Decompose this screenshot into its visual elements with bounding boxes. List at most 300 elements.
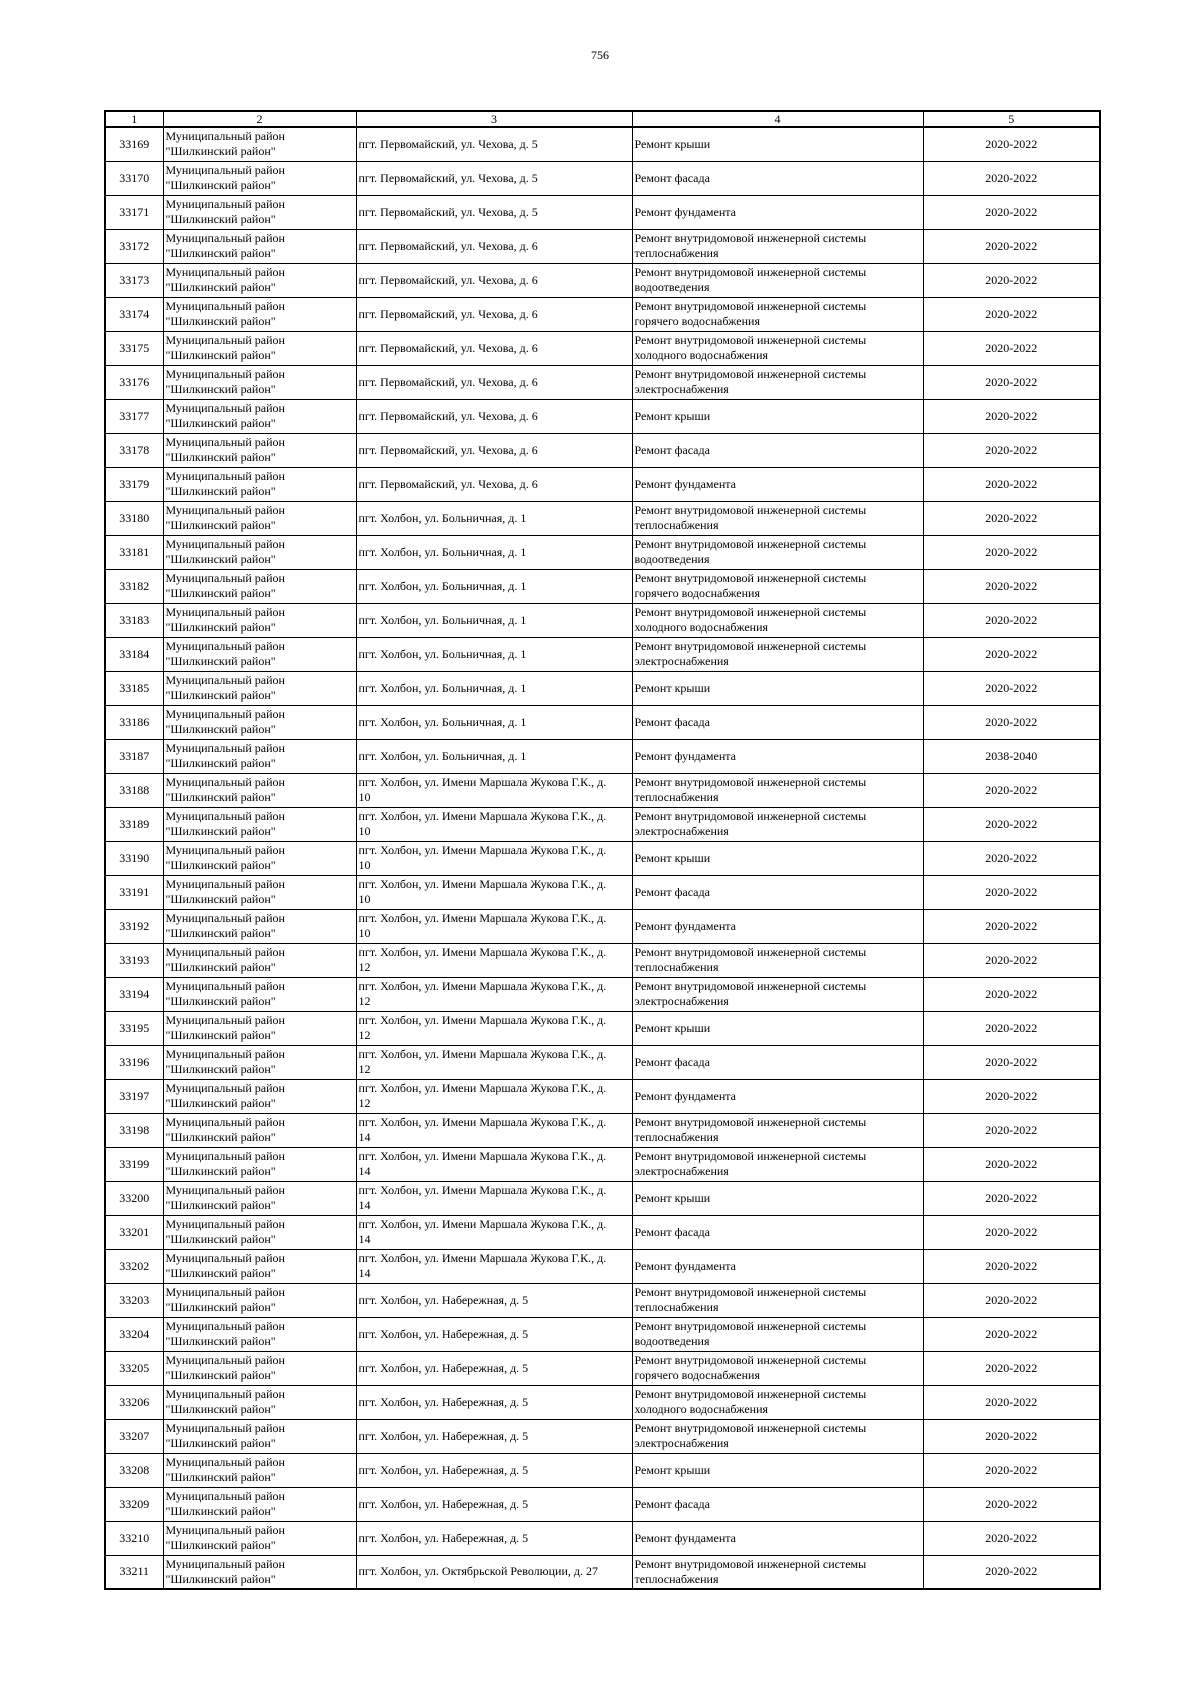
municipality-line: "Шилкинский район" [165, 1062, 276, 1076]
municipality-cell [163, 1079, 356, 1113]
table-row [105, 195, 1100, 229]
work-type-line: электроснабжения [634, 382, 729, 396]
work-type-line: Ремонт внутридомовой инженерной системы [634, 571, 867, 585]
address-line: пгт. Холбон, ул. Больничная, д. 1 [358, 680, 527, 695]
table-row [105, 637, 1100, 671]
table-row [105, 943, 1100, 977]
address-cell [356, 1521, 632, 1555]
work-type-cell [632, 807, 923, 841]
address-line: пгт. Первомайский, ул. Чехова, д. 5 [358, 170, 538, 185]
municipality-line: Муниципальный район [165, 1489, 285, 1503]
table-row [105, 1181, 1100, 1215]
address-line: пгт. Холбон, ул. Больничная, д. 1 [358, 714, 527, 729]
address-cell [356, 467, 632, 501]
row-number-cell: 33183 [105, 603, 163, 637]
address-cell [356, 1249, 632, 1283]
address-line: пгт. Холбон, ул. Больничная, д. 1 [358, 510, 527, 525]
work-type-line: холодного водоснабжения [634, 1402, 769, 1416]
municipality-line: "Шилкинский район" [165, 280, 276, 294]
work-type-cell [632, 331, 923, 365]
municipality-line: Муниципальный район [165, 605, 285, 619]
work-type-line: Ремонт фундамента [634, 476, 736, 491]
work-type-cell [632, 603, 923, 637]
address-cell [356, 535, 632, 569]
row-number-cell: 33186 [105, 705, 163, 739]
address-line: пгт. Холбон, ул. Имени Маршала Жукова Г.К., д. [358, 775, 607, 789]
period-cell: 2020-2022 [923, 1249, 1100, 1283]
municipality-cell [163, 1317, 356, 1351]
table-row [105, 331, 1100, 365]
municipality-line: Муниципальный район [165, 435, 285, 449]
address-cell [356, 1147, 632, 1181]
address-line: пгт. Холбон, ул. Набережная, д. 5 [358, 1292, 529, 1307]
work-type-cell [632, 1249, 923, 1283]
work-type-cell [632, 297, 923, 331]
municipality-line: "Шилкинский район" [165, 212, 276, 226]
work-type-cell [632, 263, 923, 297]
municipality-cell [163, 127, 356, 161]
period-cell: 2020-2022 [923, 637, 1100, 671]
row-number-cell: 33191 [105, 875, 163, 909]
work-type-line: электроснабжения [634, 1436, 729, 1450]
municipality-cell [163, 229, 356, 263]
work-type-cell [632, 1147, 923, 1181]
address-line: 10 [358, 858, 371, 872]
work-type-line: теплоснабжения [634, 1130, 719, 1144]
work-type-line: Ремонт фасада [634, 1496, 710, 1511]
work-type-cell [632, 1419, 923, 1453]
period-cell: 2020-2022 [923, 1181, 1100, 1215]
municipality-line: "Шилкинский район" [165, 314, 276, 328]
municipality-cell [163, 1385, 356, 1419]
period-cell: 2020-2022 [923, 501, 1100, 535]
municipality-line: "Шилкинский район" [165, 1300, 276, 1314]
work-type-line: теплоснабжения [634, 790, 719, 804]
municipality-line: "Шилкинский район" [165, 1266, 276, 1280]
table-row [105, 127, 1100, 161]
work-type-line: Ремонт внутридомовой инженерной системы [634, 265, 867, 279]
repair-schedule-table [104, 110, 1101, 1590]
municipality-cell [163, 943, 356, 977]
work-type-line: Ремонт крыши [634, 850, 711, 865]
period-cell: 2020-2022 [923, 875, 1100, 909]
period-cell: 2020-2022 [923, 399, 1100, 433]
address-line: пгт. Холбон, ул. Имени Маршала Жукова Г.К., д. [358, 877, 607, 891]
row-number-cell: 33197 [105, 1079, 163, 1113]
period-cell: 2020-2022 [923, 1113, 1100, 1147]
work-type-cell [632, 195, 923, 229]
municipality-line: "Шилкинский район" [165, 552, 276, 566]
address-line: пгт. Холбон, ул. Имени Маршала Жукова Г.К., д. [358, 911, 607, 925]
work-type-line: Ремонт фундамента [634, 1530, 736, 1545]
work-type-cell [632, 1521, 923, 1555]
column-header-3: 3 [356, 111, 632, 127]
address-cell [356, 637, 632, 671]
address-line: пгт. Холбон, ул. Имени Маршала Жукова Г.К., д. [358, 843, 607, 857]
table-row [105, 229, 1100, 263]
municipality-line: Муниципальный район [165, 1285, 285, 1299]
municipality-line: Муниципальный район [165, 197, 285, 211]
address-cell [356, 433, 632, 467]
table-row [105, 1487, 1100, 1521]
row-number-cell: 33190 [105, 841, 163, 875]
municipality-line: Муниципальный район [165, 1251, 285, 1265]
municipality-line: Муниципальный район [165, 1319, 285, 1333]
address-cell [356, 909, 632, 943]
work-type-cell [632, 399, 923, 433]
period-cell: 2020-2022 [923, 1011, 1100, 1045]
address-line: 14 [358, 1266, 371, 1280]
table-row [105, 1419, 1100, 1453]
work-type-line: Ремонт крыши [634, 408, 711, 423]
row-number-cell: 33207 [105, 1419, 163, 1453]
period-cell: 2020-2022 [923, 1317, 1100, 1351]
row-number-cell: 33182 [105, 569, 163, 603]
table-row [105, 841, 1100, 875]
period-cell: 2020-2022 [923, 1453, 1100, 1487]
municipality-cell [163, 1249, 356, 1283]
address-cell [356, 1113, 632, 1147]
address-line: пгт. Первомайский, ул. Чехова, д. 6 [358, 306, 538, 321]
row-number-cell: 33181 [105, 535, 163, 569]
address-line: пгт. Холбон, ул. Имени Маршала Жукова Г.К., д. [358, 979, 607, 993]
municipality-line: "Шилкинский район" [165, 1538, 276, 1552]
table-row [105, 467, 1100, 501]
work-type-cell [632, 1011, 923, 1045]
table-row [105, 1249, 1100, 1283]
address-line: пгт. Холбон, ул. Набережная, д. 5 [358, 1326, 529, 1341]
work-type-cell [632, 943, 923, 977]
municipality-cell [163, 1521, 356, 1555]
period-cell: 2020-2022 [923, 127, 1100, 161]
address-line: пгт. Первомайский, ул. Чехова, д. 6 [358, 238, 538, 253]
address-cell [356, 1045, 632, 1079]
row-number-cell: 33203 [105, 1283, 163, 1317]
municipality-line: "Шилкинский район" [165, 688, 276, 702]
work-type-line: теплоснабжения [634, 1300, 719, 1314]
address-cell [356, 399, 632, 433]
period-cell: 2020-2022 [923, 331, 1100, 365]
address-line: пгт. Холбон, ул. Имени Маршала Жукова Г.К., д. [358, 1217, 607, 1231]
work-type-cell [632, 1351, 923, 1385]
work-type-cell [632, 1215, 923, 1249]
work-type-line: теплоснабжения [634, 960, 719, 974]
column-header-1: 1 [105, 111, 163, 127]
address-line: 14 [358, 1232, 371, 1246]
municipality-cell [163, 535, 356, 569]
address-cell [356, 1487, 632, 1521]
row-number-cell: 33200 [105, 1181, 163, 1215]
period-cell: 2020-2022 [923, 705, 1100, 739]
work-type-cell [632, 1487, 923, 1521]
work-type-line: Ремонт внутридомовой инженерной системы [634, 809, 867, 823]
address-line: 12 [358, 1062, 371, 1076]
row-number-cell: 33184 [105, 637, 163, 671]
row-number-cell: 33199 [105, 1147, 163, 1181]
work-type-cell [632, 467, 923, 501]
municipality-line: "Шилкинский район" [165, 450, 276, 464]
row-number-cell: 33171 [105, 195, 163, 229]
municipality-line: "Шилкинский район" [165, 824, 276, 838]
work-type-cell [632, 1385, 923, 1419]
work-type-line: Ремонт внутридомовой инженерной системы [634, 231, 867, 245]
work-type-line: Ремонт внутридомовой инженерной системы [634, 367, 867, 381]
period-cell: 2020-2022 [923, 773, 1100, 807]
table-header [105, 111, 1100, 127]
municipality-line: Муниципальный район [165, 877, 285, 891]
municipality-line: Муниципальный район [165, 1047, 285, 1061]
address-line: пгт. Холбон, ул. Имени Маршала Жукова Г.К., д. [358, 1047, 607, 1061]
address-line: пгт. Холбон, ул. Набережная, д. 5 [358, 1360, 529, 1375]
address-cell [356, 773, 632, 807]
municipality-cell [163, 399, 356, 433]
row-number-cell: 33211 [105, 1555, 163, 1589]
address-cell [356, 569, 632, 603]
row-number-cell: 33176 [105, 365, 163, 399]
address-line: пгт. Холбон, ул. Имени Маршала Жукова Г.К., д. [358, 1013, 607, 1027]
municipality-cell [163, 1215, 356, 1249]
work-type-cell [632, 161, 923, 195]
municipality-line: "Шилкинский район" [165, 926, 276, 940]
municipality-cell [163, 603, 356, 637]
municipality-line: "Шилкинский район" [165, 382, 276, 396]
work-type-cell [632, 229, 923, 263]
address-line: пгт. Холбон, ул. Имени Маршала Жукова Г.К., д. [358, 1081, 607, 1095]
table-row [105, 1045, 1100, 1079]
address-line: 14 [358, 1198, 371, 1212]
address-line: пгт. Холбон, ул. Больничная, д. 1 [358, 544, 527, 559]
work-type-cell [632, 1317, 923, 1351]
row-number-cell: 33173 [105, 263, 163, 297]
period-cell: 2020-2022 [923, 535, 1100, 569]
municipality-line: Муниципальный район [165, 639, 285, 653]
address-cell [356, 229, 632, 263]
address-line: пгт. Холбон, ул. Имени Маршала Жукова Г.К., д. [358, 945, 607, 959]
work-type-cell [632, 909, 923, 943]
municipality-cell [163, 1487, 356, 1521]
address-cell [356, 671, 632, 705]
municipality-cell [163, 1113, 356, 1147]
address-line: пгт. Первомайский, ул. Чехова, д. 6 [358, 476, 538, 491]
municipality-line: "Шилкинский район" [165, 1334, 276, 1348]
row-number-cell: 33198 [105, 1113, 163, 1147]
work-type-line: горячего водоснабжения [634, 1368, 760, 1382]
table-row [105, 1317, 1100, 1351]
address-cell [356, 943, 632, 977]
municipality-line: Муниципальный район [165, 299, 285, 313]
work-type-line: Ремонт крыши [634, 1462, 711, 1477]
municipality-cell [163, 739, 356, 773]
municipality-line: Муниципальный район [165, 1183, 285, 1197]
work-type-line: Ремонт внутридомовой инженерной системы [634, 945, 867, 959]
table-row [105, 1555, 1100, 1589]
address-cell [356, 1317, 632, 1351]
municipality-line: "Шилкинский район" [165, 1198, 276, 1212]
work-type-line: Ремонт внутридомовой инженерной системы [634, 1387, 867, 1401]
municipality-cell [163, 977, 356, 1011]
work-type-cell [632, 1113, 923, 1147]
municipality-cell [163, 705, 356, 739]
municipality-line: Муниципальный район [165, 1387, 285, 1401]
work-type-line: Ремонт крыши [634, 1190, 711, 1205]
period-cell: 2020-2022 [923, 1215, 1100, 1249]
work-type-line: горячего водоснабжения [634, 314, 760, 328]
table-row [105, 1385, 1100, 1419]
table-row [105, 569, 1100, 603]
municipality-line: "Шилкинский район" [165, 756, 276, 770]
municipality-cell [163, 433, 356, 467]
address-cell [356, 263, 632, 297]
period-cell: 2020-2022 [923, 1283, 1100, 1317]
table-row [105, 365, 1100, 399]
address-cell [356, 1453, 632, 1487]
work-type-line: электроснабжения [634, 1164, 729, 1178]
address-cell [356, 1181, 632, 1215]
table-row [105, 1113, 1100, 1147]
period-cell: 2020-2022 [923, 603, 1100, 637]
work-type-line: Ремонт внутридомовой инженерной системы [634, 333, 867, 347]
address-line: пгт. Холбон, ул. Имени Маршала Жукова Г.К., д. [358, 1115, 607, 1129]
work-type-line: водоотведения [634, 280, 710, 294]
municipality-cell [163, 501, 356, 535]
header-row [105, 111, 1100, 127]
municipality-line: Муниципальный район [165, 571, 285, 585]
municipality-line: "Шилкинский район" [165, 348, 276, 362]
municipality-line: Муниципальный район [165, 1013, 285, 1027]
municipality-line: Муниципальный район [165, 1455, 285, 1469]
period-cell: 2020-2022 [923, 1079, 1100, 1113]
work-type-cell [632, 637, 923, 671]
municipality-line: "Шилкинский район" [165, 1402, 276, 1416]
work-type-cell [632, 841, 923, 875]
row-number-cell: 33172 [105, 229, 163, 263]
municipality-line: Муниципальный район [165, 333, 285, 347]
municipality-cell [163, 1419, 356, 1453]
address-line: 12 [358, 1096, 371, 1110]
column-header-4: 4 [632, 111, 923, 127]
table-row [105, 977, 1100, 1011]
municipality-line: Муниципальный район [165, 1556, 285, 1571]
work-type-line: теплоснабжения [634, 246, 719, 260]
municipality-cell [163, 1147, 356, 1181]
municipality-line: "Шилкинский район" [165, 1096, 276, 1110]
municipality-line: "Шилкинский район" [165, 1571, 276, 1586]
address-line: пгт. Холбон, ул. Набережная, д. 5 [358, 1428, 529, 1443]
table-row [105, 1351, 1100, 1385]
municipality-cell [163, 569, 356, 603]
row-number-cell: 33178 [105, 433, 163, 467]
work-type-cell [632, 433, 923, 467]
table-row [105, 501, 1100, 535]
work-type-line: Ремонт фундамента [634, 748, 736, 763]
municipality-line: "Шилкинский район" [165, 1130, 276, 1144]
work-type-line: теплоснабжения [634, 518, 719, 532]
address-line: пгт. Холбон, ул. Имени Маршала Жукова Г.К., д. [358, 1251, 607, 1265]
address-line: 14 [358, 1130, 371, 1144]
municipality-cell [163, 637, 356, 671]
period-cell: 2038-2040 [923, 739, 1100, 773]
address-cell [356, 501, 632, 535]
municipality-cell [163, 671, 356, 705]
municipality-cell [163, 1181, 356, 1215]
period-cell: 2020-2022 [923, 1555, 1100, 1589]
address-line: пгт. Первомайский, ул. Чехова, д. 5 [358, 204, 538, 219]
row-number-cell: 33206 [105, 1385, 163, 1419]
municipality-line: "Шилкинский район" [165, 892, 276, 906]
work-type-line: теплоснабжения [634, 1571, 719, 1586]
municipality-cell [163, 1283, 356, 1317]
table-row [105, 263, 1100, 297]
municipality-line: Муниципальный район [165, 911, 285, 925]
address-line: 10 [358, 892, 371, 906]
municipality-cell [163, 195, 356, 229]
address-line: 12 [358, 960, 371, 974]
address-cell [356, 1419, 632, 1453]
row-number-cell: 33208 [105, 1453, 163, 1487]
period-cell: 2020-2022 [923, 1419, 1100, 1453]
municipality-line: "Шилкинский район" [165, 1232, 276, 1246]
municipality-line: Муниципальный район [165, 1523, 285, 1537]
row-number-cell: 33196 [105, 1045, 163, 1079]
address-cell [356, 1079, 632, 1113]
municipality-line: Муниципальный район [165, 843, 285, 857]
work-type-line: водоотведения [634, 552, 710, 566]
municipality-cell [163, 467, 356, 501]
address-line: пгт. Первомайский, ул. Чехова, д. 6 [358, 340, 538, 355]
municipality-line: Муниципальный район [165, 741, 285, 755]
work-type-line: Ремонт внутридомовой инженерной системы [634, 299, 867, 313]
address-line: пгт. Холбон, ул. Больничная, д. 1 [358, 612, 527, 627]
page-number: 756 [591, 48, 609, 62]
municipality-line: "Шилкинский район" [165, 620, 276, 634]
work-type-cell [632, 875, 923, 909]
municipality-cell [163, 1011, 356, 1045]
municipality-cell [163, 875, 356, 909]
work-type-line: Ремонт внутридомовой инженерной системы [634, 537, 867, 551]
table-row [105, 161, 1100, 195]
address-line: 14 [358, 1164, 371, 1178]
period-cell: 2020-2022 [923, 807, 1100, 841]
row-number-cell: 33180 [105, 501, 163, 535]
municipality-line: Муниципальный район [165, 1217, 285, 1231]
municipality-line: Муниципальный район [165, 1149, 285, 1163]
address-line: пгт. Холбон, ул. Набережная, д. 5 [358, 1462, 529, 1477]
work-type-line: Ремонт фундамента [634, 1258, 736, 1273]
period-cell: 2020-2022 [923, 1045, 1100, 1079]
row-number-cell: 33204 [105, 1317, 163, 1351]
municipality-line: Муниципальный район [165, 401, 285, 415]
municipality-line: "Шилкинский район" [165, 586, 276, 600]
table-row [105, 535, 1100, 569]
municipality-line: Муниципальный район [165, 1115, 285, 1129]
work-type-line: Ремонт фасада [634, 1224, 710, 1239]
row-number-cell: 33185 [105, 671, 163, 705]
work-type-line: Ремонт фасада [634, 884, 710, 899]
municipality-line: "Шилкинский район" [165, 858, 276, 872]
municipality-line: Муниципальный район [165, 673, 285, 687]
municipality-line: Муниципальный район [165, 231, 285, 245]
address-cell [356, 739, 632, 773]
address-cell [356, 331, 632, 365]
table-row [105, 399, 1100, 433]
address-cell [356, 127, 632, 161]
municipality-cell [163, 841, 356, 875]
address-line: пгт. Холбон, ул. Набережная, д. 5 [358, 1394, 529, 1409]
municipality-cell [163, 331, 356, 365]
municipality-line: "Шилкинский район" [165, 722, 276, 736]
municipality-line: Муниципальный район [165, 1081, 285, 1095]
municipality-cell [163, 1045, 356, 1079]
